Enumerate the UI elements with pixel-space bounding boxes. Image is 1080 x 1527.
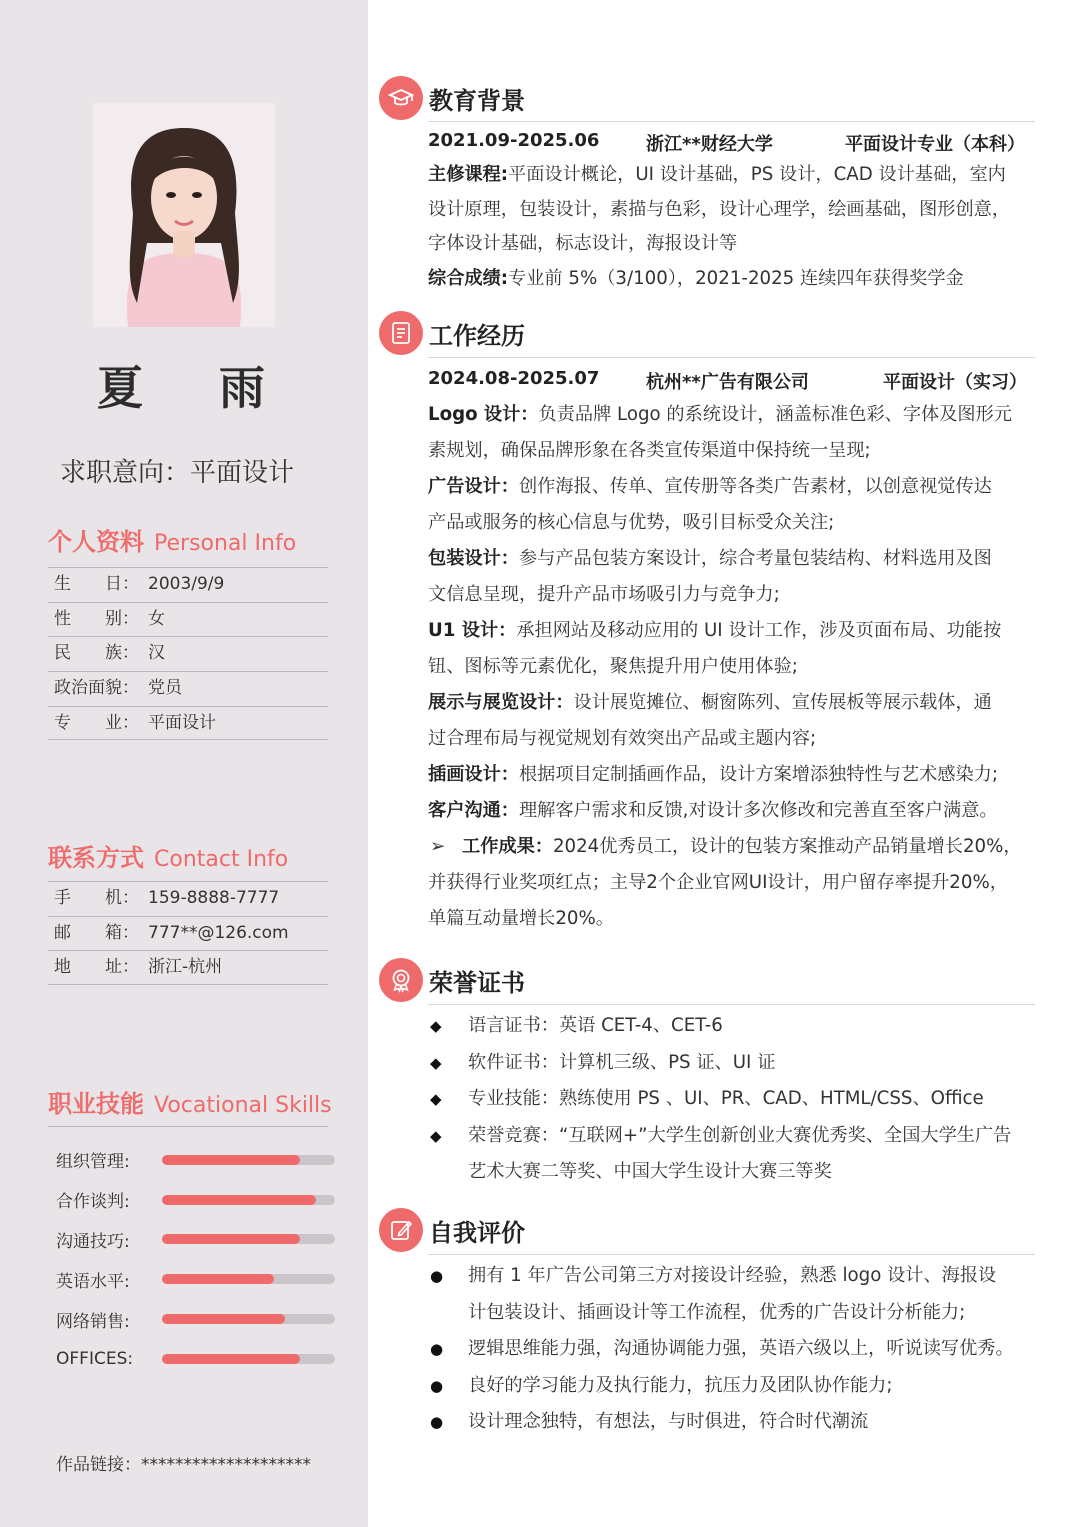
- education-divider: [428, 121, 1035, 122]
- grade-line: [428, 262, 1028, 297]
- work-item: [428, 397, 1028, 433]
- self-eval-heading: [379, 1208, 525, 1252]
- self-eval-text-continued: 计包装设计、插画设计等工作流程，优秀的广告设计分析能力;: [468, 1301, 966, 1323]
- work-item-text: 设计展览摊位、橱窗陈列、宣传展板等展示载体，通: [573, 692, 992, 713]
- honors-divider: [428, 1004, 1035, 1005]
- field-value: 党员: [148, 678, 182, 699]
- personal-info-row: [48, 602, 328, 637]
- work-item-label: 展示与展览设计：: [428, 692, 574, 713]
- client-line: [428, 793, 1028, 829]
- skill-bar-track: [162, 1155, 335, 1165]
- contact-row: [48, 950, 328, 985]
- work-company: 杭州**广告有限公司: [646, 372, 809, 393]
- field-value: 女: [148, 608, 165, 629]
- skill-row: [56, 1140, 341, 1180]
- contact-info-title-en: Contact Info: [154, 847, 289, 872]
- self-eval-title: 自我评价: [429, 1218, 525, 1247]
- honor-text: 专业技能：熟练使用 PS 、UI、PR、CAD、HTML/CSS、Office: [468, 1088, 984, 1109]
- contact-info-list: [48, 881, 328, 985]
- work-item-text: 钮、图标等元素优化，聚焦提升用户使用体验;: [428, 656, 798, 677]
- self-eval-item: [428, 1258, 1048, 1331]
- personal-info-heading: [48, 522, 296, 557]
- field-value: 平面设计: [148, 712, 216, 733]
- courses-text-1: 平面设计概论，UI 设计基础，PS 设计，CAD 设计基础，室内: [508, 164, 1006, 185]
- skill-bar-track: [162, 1195, 335, 1205]
- job-intent: 求职意向：平面设计: [60, 458, 295, 488]
- courses-label: 主修课程:: [428, 164, 509, 185]
- skills-divider: [48, 1126, 328, 1127]
- portfolio-link[interactable]: 作品链接：********************: [56, 1455, 311, 1475]
- honor-item: [428, 1081, 1048, 1118]
- skill-label: 沟通技巧:: [56, 1231, 130, 1252]
- work-item: [428, 541, 1028, 577]
- contact-row: [48, 916, 328, 951]
- skills-title-en: Vocational Skills: [154, 1093, 332, 1118]
- skill-row: [56, 1220, 341, 1260]
- sidebar: [0, 0, 368, 1527]
- education-school: 浙江**财经大学: [646, 134, 773, 155]
- skill-bar-fill: [162, 1195, 316, 1205]
- self-eval-item: [428, 1404, 1048, 1441]
- honor-text-continued: 艺术大赛二等奖、中国大学生设计大赛三等奖: [468, 1161, 832, 1182]
- work-item-text: 创作海报、传单、宣传册等各类广告素材，以创意视觉传达: [518, 476, 992, 497]
- honor-item: [428, 1045, 1048, 1082]
- result-text-1: 2024优秀员工，设计的包装方案推动产品销量增长20%，: [552, 836, 1022, 857]
- grade-label: 综合成绩:: [428, 267, 509, 289]
- field-value: 2003/9/9: [148, 574, 225, 594]
- field-label: 生 日：: [54, 574, 139, 594]
- diamond-bullet-icon: ◆: [430, 1053, 442, 1072]
- client-text: 理解客户需求和反馈,对设计多次修改和完善直至客户满意。: [518, 800, 998, 821]
- work-divider: [428, 357, 1035, 358]
- arrow-bullet-icon: ➢: [430, 836, 446, 857]
- client-label: 客户沟通：: [428, 800, 519, 821]
- contact-info-heading: [48, 838, 288, 873]
- personal-info-row: [48, 671, 328, 706]
- dot-bullet-icon: ●: [430, 1340, 444, 1358]
- work-period: 2024.08-2025.07: [428, 368, 600, 389]
- field-label: 民 族：: [54, 643, 139, 664]
- self-eval-text: 拥有 1 年广告公司第三方对接设计经验，熟悉 logo 设计、海报设: [468, 1265, 997, 1286]
- self-eval-item: [428, 1368, 1048, 1405]
- field-label: 手 机：: [54, 888, 139, 908]
- field-label: 政治面貌：: [54, 678, 139, 699]
- honors-heading: [379, 958, 525, 1002]
- education-title: 教育背景: [429, 86, 525, 115]
- grade-text: 专业前 5%（3/100），2021-2025 连续四年获得奖学金: [508, 267, 964, 289]
- skill-row: [56, 1299, 341, 1339]
- skill-bar-fill: [162, 1314, 285, 1324]
- edit-pen-icon: [379, 1208, 423, 1252]
- field-label: 专 业：: [54, 712, 139, 733]
- document-list-icon: [379, 311, 423, 355]
- work-item-text: 参与产品包装方案设计，综合考量包装结构、材料选用及图: [518, 548, 992, 569]
- skill-label: 合作谈判:: [56, 1192, 130, 1213]
- skill-row: [56, 1339, 341, 1379]
- skill-row: [56, 1180, 341, 1220]
- diamond-bullet-icon: ◆: [430, 1017, 442, 1035]
- skills-title-cn: 职业技能: [48, 1090, 144, 1118]
- skill-bar-track: [162, 1314, 335, 1324]
- education-details: [428, 158, 1028, 296]
- skill-bar-track: [162, 1234, 335, 1244]
- result-line: [428, 829, 1028, 865]
- illustration-text: 根据项目定制插画作品，设计方案增添独特性与艺术感染力;: [518, 764, 998, 785]
- honor-item: [428, 1008, 1048, 1045]
- personal-info-list: [48, 567, 328, 740]
- work-item-text: 产品或服务的核心信息与优势，吸引目标受众关注;: [428, 512, 835, 533]
- skill-label: 网络销售:: [56, 1311, 130, 1332]
- skill-bar-fill: [162, 1354, 300, 1364]
- personal-info-title-en: Personal Info: [154, 531, 297, 556]
- personal-info-row: [48, 567, 328, 602]
- work-item: [428, 613, 1028, 649]
- work-item-label: U1 设计：: [428, 620, 517, 641]
- email-value: 777**@126.com: [148, 922, 289, 943]
- work-item-text: 过合理布局与视觉规划有效突出产品或主题内容;: [428, 728, 817, 749]
- result-text-2: 并获得行业奖项红点；主导2个企业官网UI设计，用户留存率提升20%，: [428, 872, 1008, 893]
- graduation-cap-icon: [379, 76, 423, 120]
- personal-info-row: [48, 706, 328, 741]
- skill-bar-track: [162, 1354, 335, 1364]
- work-item-label: Logo 设计：: [428, 404, 539, 425]
- illustration-line: [428, 757, 1028, 793]
- illustration-label: 插画设计：: [428, 764, 519, 785]
- honor-text: 软件证书：计算机三级、PS 证、UI 证: [468, 1051, 776, 1073]
- diamond-bullet-icon: ◆: [430, 1126, 442, 1145]
- honor-item: [428, 1118, 1048, 1191]
- phone-value: 159-8888-7777: [148, 888, 280, 908]
- field-label: 性 别：: [54, 608, 139, 629]
- work-item-text: 负责品牌 Logo 的系统设计，涵盖标准色彩、字体及图形元: [538, 404, 1012, 425]
- address-value: 浙江-杭州: [148, 957, 223, 978]
- dot-bullet-icon: ●: [430, 1267, 444, 1285]
- field-label: 邮 箱：: [54, 922, 139, 943]
- result-text-3: 单篇互动量增长20%。: [428, 908, 614, 929]
- honor-text: 语言证书：英语 CET-4、CET-6: [468, 1015, 723, 1036]
- work-details: [428, 397, 1028, 937]
- skill-bar-fill: [162, 1155, 300, 1165]
- personal-info-title-cn: 个人资料: [48, 528, 144, 556]
- education-major: 平面设计专业（本科）: [845, 134, 1025, 155]
- contact-row: [48, 881, 328, 916]
- courses-text-2: 设计原理，包装设计，素描与色彩，设计心理学，绘画基础，图形创意，: [428, 198, 1011, 220]
- self-eval-text: 逻辑思维能力强，沟通协调能力强，英语六级以上，听说读写优秀。: [468, 1338, 1014, 1359]
- skill-label: 组织管理:: [56, 1152, 130, 1173]
- self-eval-text: 良好的学习能力及执行能力，抗压力及团队协作能力;: [468, 1374, 893, 1396]
- contact-info-title-cn: 联系方式: [48, 844, 144, 872]
- personal-info-row: [48, 636, 328, 671]
- skills-heading: [48, 1084, 332, 1119]
- result-label: 工作成果：: [462, 836, 553, 857]
- work-item: [428, 469, 1028, 505]
- courses-line: [428, 158, 1028, 193]
- honor-text: 荣誉竞赛：“互联网+”大学生创新创业大赛优秀奖、全国大学生广告: [468, 1124, 1012, 1146]
- skill-bar-fill: [162, 1234, 300, 1244]
- education-period: 2021.09-2025.06: [428, 130, 600, 151]
- award-badge-icon: [379, 958, 423, 1002]
- work-item-text: 承担网站及移动应用的 UI 设计工作，涉及页面布局、功能按: [516, 620, 1002, 641]
- courses-text-3: 字体设计基础，标志设计，海报设计等: [428, 233, 738, 254]
- self-eval-item: [428, 1331, 1048, 1368]
- self-eval-divider: [428, 1254, 1035, 1255]
- dot-bullet-icon: ●: [430, 1376, 444, 1395]
- skill-label: OFFICES:: [56, 1348, 134, 1369]
- honors-title: 荣誉证书: [429, 968, 525, 997]
- skill-label: 英语水平:: [56, 1271, 130, 1292]
- work-item-text: 素规划，确保品牌形象在各类宣传渠道中保持统一呈现;: [428, 440, 871, 461]
- work-heading: [379, 311, 525, 355]
- education-heading: [379, 76, 525, 120]
- dot-bullet-icon: ●: [430, 1413, 444, 1431]
- honors-list: [428, 1008, 1048, 1191]
- profile-photo: [93, 103, 275, 327]
- skill-row: [56, 1259, 341, 1299]
- skill-bar-track: [162, 1274, 335, 1284]
- field-value: 汉: [148, 643, 165, 664]
- work-position: 平面设计（实习）: [883, 372, 1027, 393]
- work-item: [428, 685, 1028, 721]
- field-label: 地 址：: [54, 957, 139, 978]
- skills-list: [56, 1140, 341, 1379]
- self-eval-text: 设计理念独特，有想法，与时俱进，符合时代潮流: [468, 1411, 869, 1432]
- skill-bar-fill: [162, 1274, 274, 1284]
- work-item-text: 文信息呈现，提升产品市场吸引力与竞争力;: [428, 584, 780, 605]
- diamond-bullet-icon: ◆: [430, 1090, 442, 1108]
- work-item-label: 包装设计：: [428, 548, 519, 569]
- candidate-name: 夏 雨: [96, 361, 295, 415]
- work-title: 工作经历: [429, 321, 525, 350]
- self-eval-list: [428, 1258, 1048, 1441]
- work-item-label: 广告设计：: [428, 476, 519, 497]
